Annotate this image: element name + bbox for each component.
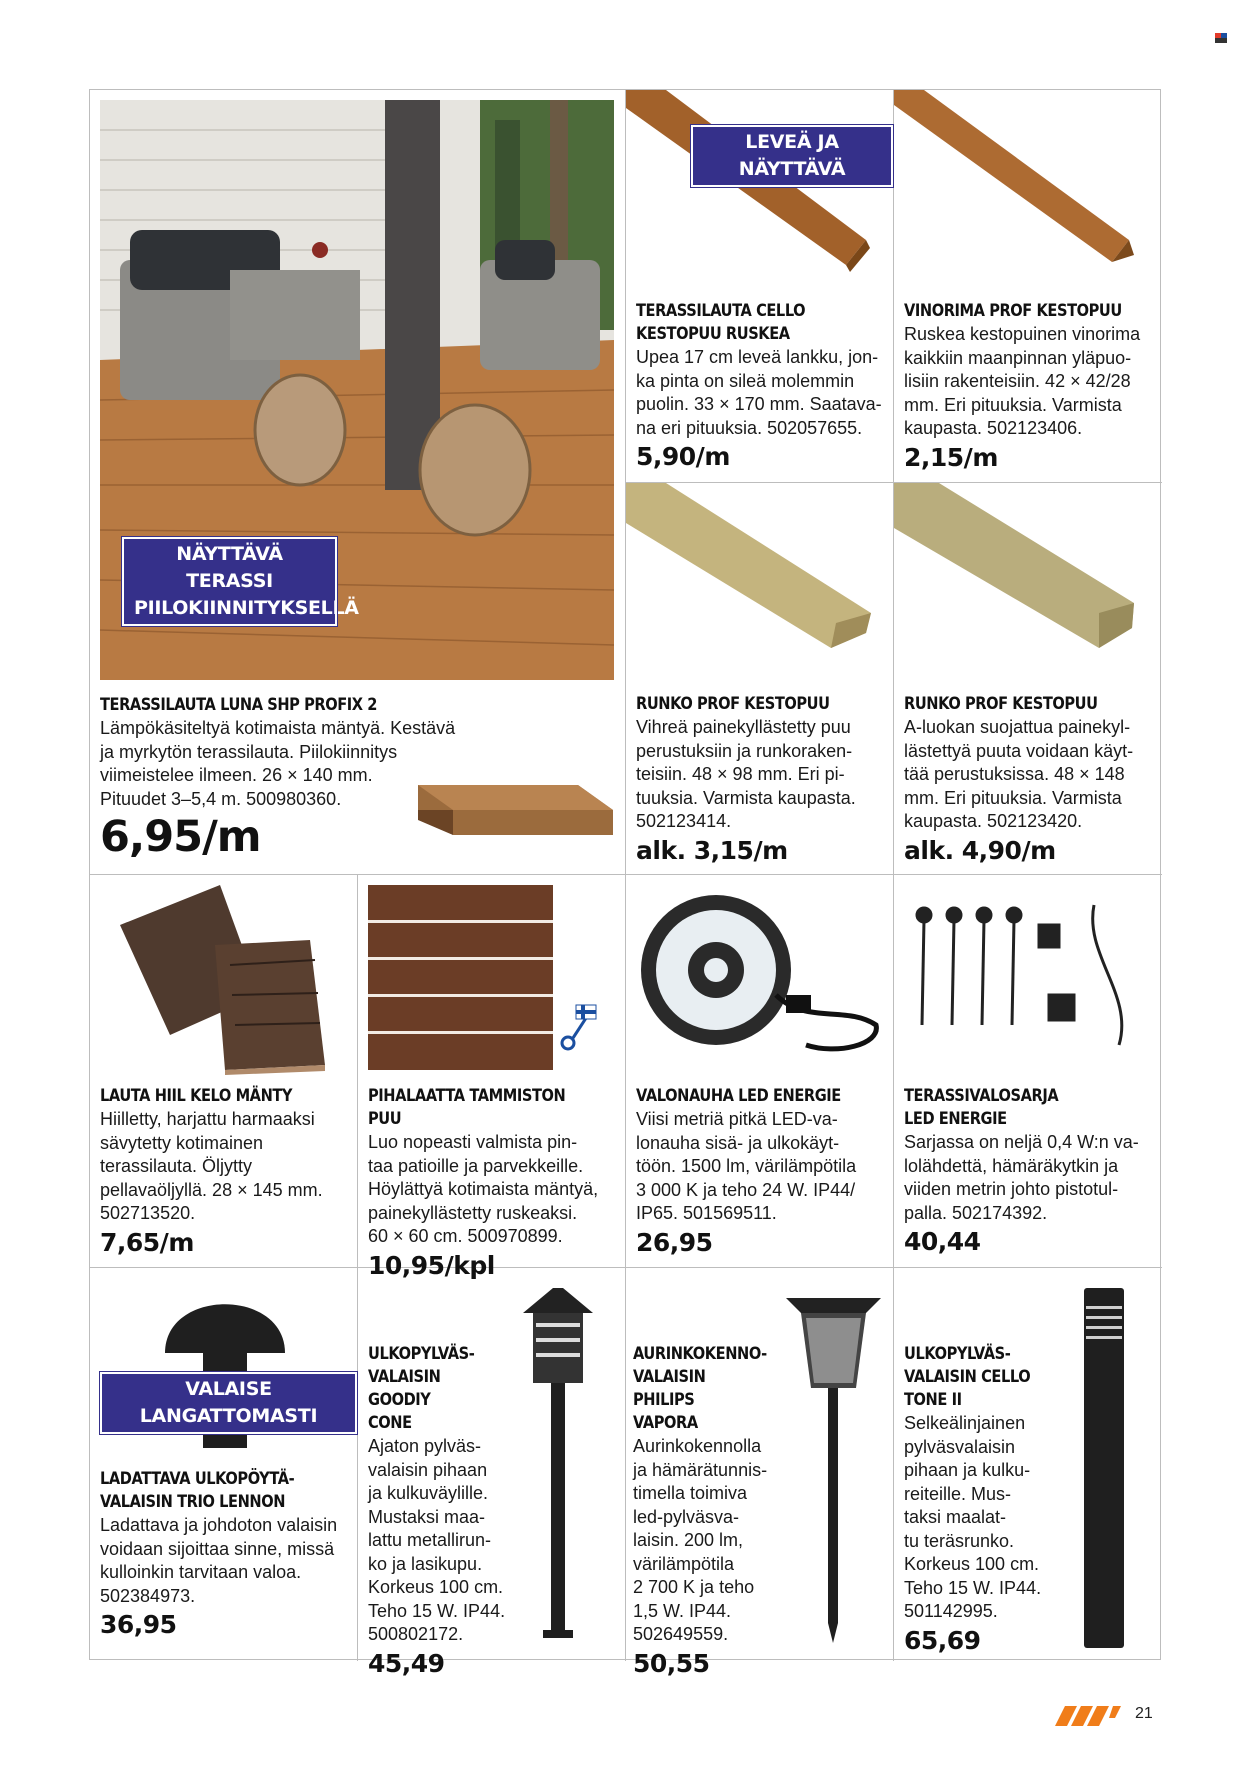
product-description: Ladattava ja johdoton valaisin voidaan sijoittaa sinne, missä kulloinkin tarvitaan valoa. 502384973. <box>100 1515 338 1606</box>
product-price: 45,49 <box>368 1648 445 1678</box>
product-title: LAUTA HIIL KELO MÄNTY <box>100 1086 293 1106</box>
product-card-runko-98[interactable] <box>626 483 894 875</box>
page-number: 21 <box>1135 1705 1153 1722</box>
product-price: 7,65/m <box>100 1227 194 1257</box>
badge-terrace: NÄYTTÄVÄ TERASSI PIILOKIINNITYKSELLÄ <box>122 537 337 626</box>
product-card-vapora[interactable] <box>626 1268 894 1678</box>
product-description: Hiilletty, harjattu harmaaksi sävytetty kotimainen terassilauta. Öljytty pellavaöljyllä. 28 × 145 mm. 502713520. <box>100 1109 323 1223</box>
bollard-cylinder <box>1074 1288 1134 1653</box>
product-description: Luo nopeasti valmista pin- taa patioille ja parvekkeille. Höylättyä kotimaista mäntyä, painekyllästetty ruskeaksi. 60 × 60 cm. 500970899. <box>368 1132 599 1246</box>
product-description: Lämpökäsiteltyä kotimaista mäntyä. Kestävä ja myrkytön terassilauta. Piilokiinnitys viimeistelee ilmeen. 26 × 140 mm. Pituudet 3–5,4 m. 500980360. <box>100 718 456 809</box>
product-description: A-luokan suojattua painekyl- lästettyä puuta voidaan käyt- tää perustuksissa. 48 × 148 mm. Eri pituuksia. Varmista kaupasta. 502123420. <box>904 717 1134 831</box>
charred-boards <box>110 885 340 1075</box>
product-card-cello-tone[interactable] <box>894 1268 1162 1661</box>
product-title: TERASSILAUTA LUNA SHP PROFIX 2 <box>100 695 378 715</box>
product-title: TERASSILAUTA CELLO KESTOPUU RUSKEA <box>636 301 806 344</box>
product-price: 2,15/m <box>904 442 998 472</box>
product-price: 40,44 <box>904 1227 981 1256</box>
product-description: Aurinkokennolla ja hämärätunnis- timella toimiva led-pylväsva- laisin. 200 lm, värilämpötila 2 700 K ja teho 1,5 W. IP44. 502649559. <box>633 1436 768 1644</box>
deck-light-set <box>904 905 1154 1055</box>
product-title: AURINKOKENNO- VALAISIN PHILIPS VAPORA <box>633 1344 767 1433</box>
deck-tile <box>368 885 558 1070</box>
product-description: Sarjassa on neljä 0,4 W:n va- lolähdettä, hämäräkytkin ja viiden metrin johto pistotul- palla. 502174392. <box>904 1132 1139 1223</box>
product-title: RUNKO PROF KESTOPUU <box>636 694 830 714</box>
product-title: VALONAUHA LED ENERGIE <box>636 1086 841 1106</box>
product-description: Upea 17 cm leveä lankku, jon- ka pinta on sileä molemmin puolin. 33 × 170 mm. Saatava- na eri pituuksia. 502057655. <box>636 347 882 438</box>
green-timber <box>894 483 1162 653</box>
corner-mark-icon <box>1215 33 1227 43</box>
product-card-goodiy[interactable] <box>358 1268 626 1678</box>
product-price: alk. 4,90/m <box>904 835 1056 865</box>
brand-stripes-icon <box>1055 1706 1121 1726</box>
badge-wireless: VALAISE LANGATTOMASTI <box>100 1372 357 1434</box>
product-title: ULKOPYLVÄS- VALAISIN CELLO TONE II <box>904 1344 1031 1410</box>
product-title: TERASSIVALOSARJA LED ENERGIE <box>904 1086 1059 1129</box>
solar-stake-light <box>776 1288 891 1648</box>
bollard-lantern <box>508 1278 608 1648</box>
finnish-key-flag-icon <box>558 1005 596 1050</box>
product-price: 36,95 <box>100 1610 177 1639</box>
product-grid <box>89 89 1161 1678</box>
product-price: 10,95/kpl <box>368 1250 495 1280</box>
product-card-terassivalo[interactable] <box>894 875 1162 1268</box>
product-price: 5,90/m <box>636 442 730 471</box>
product-card-pihalaatta[interactable] <box>358 875 626 1280</box>
green-timber <box>626 483 894 653</box>
badge-wide: LEVEÄ JA NÄYTTÄVÄ <box>691 125 893 187</box>
product-card-cello[interactable] <box>626 90 894 483</box>
product-price: 50,55 <box>633 1648 710 1678</box>
product-description: Selkeälinjainen pylväsvalaisin pihaan ja kulku- reiteille. Mus- taksi maalat- tu teräsrunko. Korkeus 100 cm. Teho 15 W. IP44. 501142995. <box>904 1413 1042 1621</box>
product-description: Vihreä painekyllästetty puu perustuksiin ja runkoraken- teisiin. 48 × 98 mm. Eri pi- tuuksia. Varmista kaupasta. 502123414. <box>636 717 856 831</box>
product-price: 65,69 <box>904 1625 981 1655</box>
led-strip <box>636 895 886 1065</box>
product-card-luna[interactable] <box>90 90 626 875</box>
product-card-kelo[interactable] <box>90 875 358 1268</box>
product-description: Viisi metriä pitkä LED-va- lonauha sisä- ja ulkokäyt- töön. 1500 lm, värilämpötila 3 000 K ja teho 24 W. IP44/ IP65. 501569511. <box>636 1109 857 1223</box>
product-price: 6,95/m <box>100 812 261 862</box>
product-description: Ajaton pylväs- valaisin pihaan ja kulkuväylille. Mustaksi maa- lattu metallirun- ko ja lasikupu. Korkeus 100 cm. Teho 15 W. IP44. 500802172. <box>368 1436 506 1644</box>
product-card-lennon[interactable] <box>90 1268 358 1661</box>
product-title: RUNKO PROF KESTOPUU <box>904 694 1098 714</box>
product-price: alk. 3,15/m <box>636 835 788 865</box>
product-title: VINORIMA PROF KESTOPUU <box>904 301 1122 321</box>
brown-batten <box>894 90 1162 280</box>
product-card-valonauha[interactable] <box>626 875 894 1268</box>
product-card-runko-148[interactable] <box>894 483 1162 875</box>
product-title: PIHALAATTA TAMMISTON PUU <box>368 1086 566 1129</box>
product-title: ULKOPYLVÄS- VALAISIN GOODIY CONE <box>368 1344 475 1433</box>
product-price: 26,95 <box>636 1227 713 1257</box>
product-card-vinorima[interactable] <box>894 90 1162 483</box>
product-title: LADATTAVA ULKOPÖYTÄ- VALAISIN TRIO LENNON <box>100 1469 295 1512</box>
product-description: Ruskea kestopuinen vinorima kaikkiin maanpinnan yläpuo- lisiin rakenteisiin. 42 × 42/28 mm. Eri pituuksia. Varmista kaupasta. 502123406. <box>904 324 1141 438</box>
